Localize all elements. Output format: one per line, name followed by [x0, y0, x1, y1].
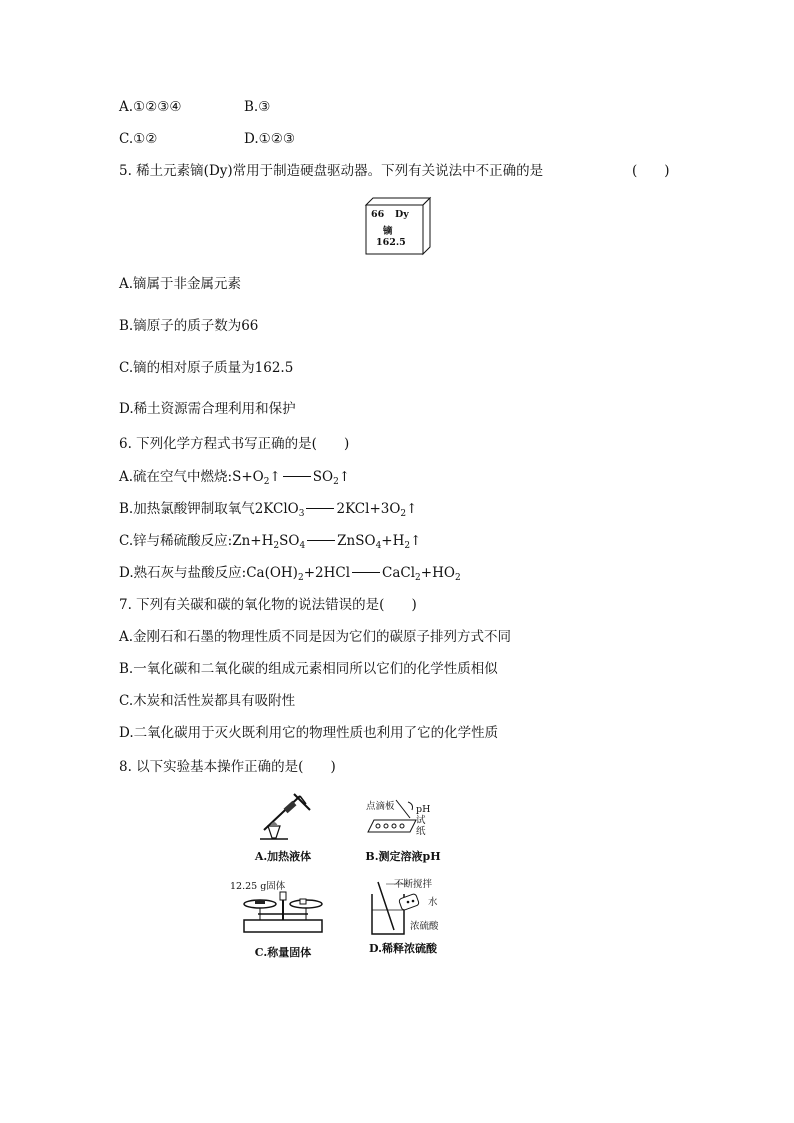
figure-b-label: B.测定溶液pH — [365, 850, 441, 863]
balance-icon — [238, 890, 328, 940]
q4-option-c: C.①② — [119, 131, 158, 147]
figure-d-dilution — [364, 880, 454, 938]
figure-d-label: D.稀释浓硫酸 — [369, 942, 437, 955]
q7-option-b: B.一氧化碳和二氧化碳的组成元素相同所以它们的化学性质相似 — [119, 661, 498, 677]
element-name: 镝 — [383, 226, 393, 237]
ph-paper-label — [416, 804, 432, 837]
q5-answer-bracket: ( ) — [632, 163, 670, 179]
figure-c-balance — [238, 890, 328, 940]
ph-paper-label-line3: 纸 — [416, 826, 426, 837]
q6-option-b-text: B.加热氯酸钾制取氧气 — [119, 501, 255, 517]
q8-stem: 8. 以下实验基本操作正确的是( ) — [119, 759, 336, 775]
q7-option-a: A.金刚石和石墨的物理性质不同是因为它们的碳原子排列方式不同 — [119, 629, 512, 645]
q7-option-d: D.二氧化碳用于灭火既利用它的物理性质也利用了它的化学性质 — [119, 725, 499, 741]
q4-option-a: A.①②③④ — [119, 99, 182, 115]
stir-label: 不断搅拌 — [394, 879, 433, 890]
q5-stem: 5. 稀土元素镝(Dy)常用于制造硬盘驱动器。下列有关说法中不正确的是 — [119, 163, 544, 179]
q5-option-c: C.镝的相对原子质量为162.5 — [119, 360, 294, 376]
element-atomic-number: 66 — [371, 209, 385, 220]
figure-c-label: C.称量固体 — [254, 946, 312, 959]
q4-option-b: B.③ — [244, 99, 271, 115]
element-tile-dysprosium — [363, 195, 433, 257]
q6-option-a-text: A.硫在空气中燃烧: — [119, 469, 233, 485]
q6-option-c-text: C.锌与稀硫酸反应: — [119, 533, 233, 549]
q6-stem: 6. 下列化学方程式书写正确的是( ) — [119, 436, 350, 452]
q7-option-c: C.木炭和活性炭都具有吸附性 — [119, 693, 296, 709]
figure-a-heating-liquid — [250, 790, 320, 842]
q6-option-d-equation: $Ca(OH)_2+2HCl$ $CaCl_2+HO_2$ — [246, 565, 461, 583]
q6-option-a — [119, 468, 350, 486]
spot-plate-label: 点滴板 — [366, 801, 395, 812]
q5-option-d: D.稀土资源需合理利用和保护 — [119, 401, 296, 417]
test-tube-clamp-icon — [250, 790, 320, 842]
q6-option-c — [119, 532, 421, 550]
q4-option-d: D.①②③ — [244, 131, 295, 147]
figure-a-label: A.加热液体 — [254, 850, 312, 863]
water-label: 水 — [428, 897, 438, 908]
q6-option-d-text: D.熟石灰与盐酸反应: — [119, 565, 247, 581]
q6-option-c-equation: $Zn+H_2SO_4$ $ZnSO_4+H_2↑$ — [232, 533, 422, 551]
q6-option-a-equation: $S+O_2↑$ $SO_2↑$ — [232, 469, 351, 487]
q6-option-b-equation: 2KClO$_3$ $2KCl+3O_2↑$ — [254, 501, 418, 519]
q5-option-b: B.镝原子的质子数为66 — [119, 318, 259, 334]
figure-b-ph-test — [366, 798, 446, 844]
ph-paper-label-line2: 试 — [416, 815, 426, 826]
ph-paper-label-line1: pH — [416, 804, 431, 815]
acid-label: 浓硫酸 — [410, 921, 439, 932]
figure-c-solid-label: 12.25 g固体 — [230, 881, 286, 892]
element-mass: 162.5 — [376, 237, 406, 248]
element-symbol: Dy — [395, 209, 409, 220]
q7-stem: 7. 下列有关碳和碳的氧化物的说法错误的是( ) — [119, 597, 417, 613]
q5-option-a: A.镝属于非金属元素 — [119, 276, 242, 292]
q6-option-b — [119, 500, 417, 518]
q6-option-d — [119, 564, 461, 582]
